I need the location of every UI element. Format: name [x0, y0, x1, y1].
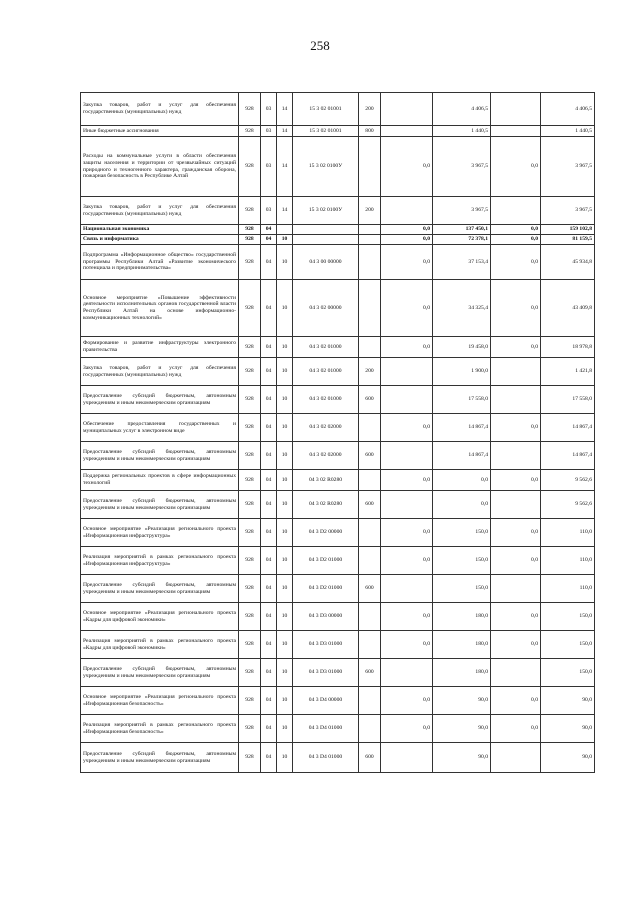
row-name-cell: Расходы на коммунальные услуги в области обеспечения защиты населения и территории от чрезвычайных ситуаций природного и техногенного характера, гражданская оборона, пожарная безопасность в Республике Алтай	[81, 137, 239, 197]
amount-col-4-cell: 1 440,5	[541, 126, 595, 137]
amount-col-3-cell	[491, 197, 541, 225]
subsection-code-cell: 10	[277, 491, 293, 519]
amount-col-2-cell: 1 900,0	[433, 358, 491, 386]
expense-type-cell	[359, 547, 381, 575]
row-name-cell: Предоставление субсидий бюджетным, автономным учреждениям и иным некоммерческим организациям	[81, 575, 239, 603]
section-code-cell: 04	[261, 687, 277, 715]
amount-col-3-cell: 0,0	[491, 470, 541, 491]
target-article-cell: 04 3 02 R0280	[293, 491, 359, 519]
table-row	[81, 414, 595, 442]
amount-col-1-cell	[381, 358, 433, 386]
target-article-cell: 15 3 02 0100У	[293, 137, 359, 197]
table-row	[81, 715, 595, 743]
amount-col-3-cell: 0,0	[491, 245, 541, 280]
expense-type-cell: 600	[359, 491, 381, 519]
table-row	[81, 470, 595, 491]
expense-type-cell: 200	[359, 197, 381, 225]
expense-type-cell: 600	[359, 442, 381, 470]
amount-col-3-cell: 0,0	[491, 280, 541, 337]
section-code-cell: 04	[261, 743, 277, 773]
target-article-cell: 04 3 02 00000	[293, 280, 359, 337]
table-row	[81, 386, 595, 414]
amount-col-2-cell: 90,0	[433, 743, 491, 773]
amount-col-3-cell	[491, 743, 541, 773]
table-row	[81, 519, 595, 547]
row-name-cell: Предоставление субсидий бюджетным, автономным учреждениям и иным некоммерческим организациям	[81, 442, 239, 470]
amount-col-2-cell: 14 867,4	[433, 442, 491, 470]
amount-col-3-cell: 0,0	[491, 687, 541, 715]
amount-col-1-cell: 0,0	[381, 245, 433, 280]
amount-col-2-cell: 90,0	[433, 687, 491, 715]
amount-col-2-cell: 34 325,4	[433, 280, 491, 337]
grbs-code-cell: 928	[239, 414, 261, 442]
target-article-cell	[293, 235, 359, 245]
amount-col-2-cell: 19 458,0	[433, 337, 491, 358]
amount-col-1-cell: 0,0	[381, 715, 433, 743]
grbs-code-cell: 928	[239, 337, 261, 358]
subsection-code-cell: 10	[277, 603, 293, 631]
section-code-cell: 04	[261, 280, 277, 337]
grbs-code-cell: 928	[239, 93, 261, 126]
target-article-cell: 04 3 D3 01000	[293, 659, 359, 687]
target-article-cell: 04 3 D2 01000	[293, 547, 359, 575]
subsection-code-cell: 10	[277, 280, 293, 337]
table-row	[81, 137, 595, 197]
subsection-code-cell: 10	[277, 547, 293, 575]
amount-col-4-cell: 90,0	[541, 743, 595, 773]
grbs-code-cell: 928	[239, 245, 261, 280]
amount-col-2-cell: 17 558,0	[433, 386, 491, 414]
section-code-cell: 04	[261, 358, 277, 386]
amount-col-2-cell: 150,0	[433, 519, 491, 547]
subsection-code-cell: 10	[277, 358, 293, 386]
row-name-cell: Основное мероприятие «Повышение эффективности деятельности исполнительных органов государственной власти Республики Алтай на основе информационно-коммуникационных технологий»	[81, 280, 239, 337]
expense-type-cell	[359, 687, 381, 715]
amount-col-1-cell: 0,0	[381, 235, 433, 245]
expense-type-cell	[359, 631, 381, 659]
expense-type-cell	[359, 414, 381, 442]
section-code-cell: 04	[261, 235, 277, 245]
section-code-cell: 04	[261, 386, 277, 414]
amount-col-4-cell: 17 558,0	[541, 386, 595, 414]
amount-col-4-cell: 1 421,8	[541, 358, 595, 386]
subsection-code-cell: 10	[277, 715, 293, 743]
subsection-code-cell: 14	[277, 93, 293, 126]
expense-type-cell	[359, 715, 381, 743]
section-code-cell: 04	[261, 491, 277, 519]
amount-col-1-cell: 0,0	[381, 603, 433, 631]
amount-col-3-cell: 0,0	[491, 519, 541, 547]
section-code-cell: 04	[261, 470, 277, 491]
row-name-cell: Обеспечение предоставления государственных и муниципальных услуг в электронном виде	[81, 414, 239, 442]
amount-col-1-cell: 0,0	[381, 519, 433, 547]
section-code-cell: 04	[261, 631, 277, 659]
section-code-cell: 03	[261, 137, 277, 197]
expense-type-cell	[359, 519, 381, 547]
amount-col-2-cell: 0,0	[433, 470, 491, 491]
subsection-code-cell: 10	[277, 519, 293, 547]
amount-col-1-cell: 0,0	[381, 470, 433, 491]
amount-col-1-cell: 0,0	[381, 414, 433, 442]
expense-type-cell	[359, 470, 381, 491]
amount-col-4-cell: 45 934,8	[541, 245, 595, 280]
amount-col-3-cell	[491, 358, 541, 386]
amount-col-4-cell: 110,0	[541, 547, 595, 575]
expense-type-cell: 200	[359, 93, 381, 126]
row-name-cell: Формирование и развитие инфраструктуры электронного правительства	[81, 337, 239, 358]
table-row	[81, 603, 595, 631]
amount-col-3-cell: 0,0	[491, 225, 541, 235]
amount-col-3-cell	[491, 659, 541, 687]
amount-col-1-cell	[381, 93, 433, 126]
subsection-code-cell: 14	[277, 197, 293, 225]
amount-col-1-cell: 0,0	[381, 631, 433, 659]
table-row	[81, 126, 595, 137]
amount-col-4-cell: 9 562,6	[541, 470, 595, 491]
expense-type-cell: 200	[359, 358, 381, 386]
row-name-cell: Реализация мероприятий в рамках регионального проекта «Информационная инфраструктура»	[81, 547, 239, 575]
grbs-code-cell: 928	[239, 603, 261, 631]
grbs-code-cell: 928	[239, 470, 261, 491]
grbs-code-cell: 928	[239, 197, 261, 225]
table-row	[81, 93, 595, 126]
amount-col-2-cell: 180,0	[433, 631, 491, 659]
row-name-cell: Закупка товаров, работ и услуг для обеспечения государственных (муниципальных) нужд	[81, 93, 239, 126]
amount-col-4-cell: 81 159,5	[541, 235, 595, 245]
target-article-cell: 04 3 D3 01000	[293, 631, 359, 659]
subsection-code-cell: 10	[277, 337, 293, 358]
amount-col-1-cell	[381, 491, 433, 519]
amount-col-1-cell	[381, 743, 433, 773]
amount-col-1-cell	[381, 197, 433, 225]
target-article-cell: 15 3 02 0100У	[293, 197, 359, 225]
amount-col-2-cell: 1 440,5	[433, 126, 491, 137]
target-article-cell: 04 3 D4 01000	[293, 743, 359, 773]
amount-col-4-cell: 159 102,8	[541, 225, 595, 235]
target-article-cell: 04 3 02 01000	[293, 386, 359, 414]
section-code-cell: 04	[261, 659, 277, 687]
table-row	[81, 337, 595, 358]
section-code-cell: 03	[261, 93, 277, 126]
row-name-cell: Реализация мероприятий в рамках регионального проекта «Кадры для цифровой экономики»	[81, 631, 239, 659]
amount-col-1-cell: 0,0	[381, 280, 433, 337]
row-name-cell: Предоставление субсидий бюджетным, автономным учреждениям и иным некоммерческим организациям	[81, 386, 239, 414]
row-name-cell: Основное мероприятие «Реализация регионального проекта «Кадры для цифровой экономики»	[81, 603, 239, 631]
row-name-cell: Предоставление субсидий бюджетным, автономным учреждениям и иным некоммерческим организациям	[81, 743, 239, 773]
amount-col-3-cell	[491, 491, 541, 519]
subsection-code-cell: 10	[277, 575, 293, 603]
grbs-code-cell: 928	[239, 386, 261, 414]
table-row	[81, 442, 595, 470]
amount-col-2-cell: 72 378,1	[433, 235, 491, 245]
expense-type-cell	[359, 337, 381, 358]
expense-type-cell	[359, 245, 381, 280]
target-article-cell: 04 3 02 01000	[293, 358, 359, 386]
subsection-code-cell: 10	[277, 743, 293, 773]
subsection-code-cell: 10	[277, 631, 293, 659]
target-article-cell	[293, 225, 359, 235]
section-code-cell: 04	[261, 715, 277, 743]
table-row	[81, 631, 595, 659]
target-article-cell: 04 3 00 00000	[293, 245, 359, 280]
page-number: 258	[310, 38, 330, 53]
section-code-cell: 03	[261, 197, 277, 225]
amount-col-1-cell	[381, 575, 433, 603]
amount-col-3-cell: 0,0	[491, 137, 541, 197]
amount-col-4-cell: 90,0	[541, 687, 595, 715]
amount-col-2-cell: 3 967,5	[433, 137, 491, 197]
subsection-code-cell: 14	[277, 137, 293, 197]
table-row	[81, 235, 595, 245]
grbs-code-cell: 928	[239, 280, 261, 337]
amount-col-4-cell: 150,0	[541, 659, 595, 687]
grbs-code-cell: 928	[239, 225, 261, 235]
amount-col-3-cell: 0,0	[491, 414, 541, 442]
amount-col-1-cell: 0,0	[381, 225, 433, 235]
amount-col-3-cell	[491, 575, 541, 603]
amount-col-2-cell: 37 153,4	[433, 245, 491, 280]
amount-col-3-cell: 0,0	[491, 715, 541, 743]
section-code-cell: 04	[261, 225, 277, 235]
row-name-cell: Связь и информатика	[81, 235, 239, 245]
target-article-cell: 04 3 D2 01000	[293, 575, 359, 603]
expense-type-cell: 600	[359, 386, 381, 414]
target-article-cell: 04 3 D2 00000	[293, 519, 359, 547]
grbs-code-cell: 928	[239, 631, 261, 659]
amount-col-1-cell: 0,0	[381, 687, 433, 715]
table-body	[81, 93, 595, 773]
table-row	[81, 280, 595, 337]
section-code-cell: 04	[261, 414, 277, 442]
target-article-cell: 04 3 02 R0280	[293, 470, 359, 491]
section-code-cell: 04	[261, 547, 277, 575]
grbs-code-cell: 928	[239, 491, 261, 519]
subsection-code-cell: 10	[277, 235, 293, 245]
amount-col-2-cell: 3 967,5	[433, 197, 491, 225]
row-name-cell: Подпрограмма «Информационное общество» государственной программы Республики Алтай «Развитие экономического потенциала и предпринимательства»	[81, 245, 239, 280]
section-code-cell: 04	[261, 575, 277, 603]
amount-col-2-cell: 180,0	[433, 659, 491, 687]
target-article-cell: 04 3 02 02000	[293, 442, 359, 470]
table-row	[81, 197, 595, 225]
row-name-cell: Закупка товаров, работ и услуг для обеспечения государственных (муниципальных) нужд	[81, 358, 239, 386]
section-code-cell: 04	[261, 337, 277, 358]
amount-col-4-cell: 150,0	[541, 603, 595, 631]
amount-col-4-cell: 43 409,8	[541, 280, 595, 337]
grbs-code-cell: 928	[239, 659, 261, 687]
amount-col-3-cell: 0,0	[491, 603, 541, 631]
grbs-code-cell: 928	[239, 715, 261, 743]
amount-col-1-cell	[381, 442, 433, 470]
expense-type-cell	[359, 235, 381, 245]
row-name-cell: Закупка товаров, работ и услуг для обеспечения государственных (муниципальных) нужд	[81, 197, 239, 225]
row-name-cell: Основное мероприятие «Реализация регионального проекта «Информационная безопасность»	[81, 687, 239, 715]
expense-type-cell	[359, 137, 381, 197]
section-code-cell: 04	[261, 245, 277, 280]
row-name-cell: Предоставление субсидий бюджетным, автономным учреждениям и иным некоммерческим организациям	[81, 491, 239, 519]
table-row	[81, 225, 595, 235]
amount-col-4-cell: 14 867,4	[541, 414, 595, 442]
budget-table	[80, 92, 595, 773]
target-article-cell: 04 3 02 02000	[293, 414, 359, 442]
amount-col-4-cell: 110,0	[541, 575, 595, 603]
table-row	[81, 659, 595, 687]
amount-col-3-cell: 0,0	[491, 235, 541, 245]
subsection-code-cell: 10	[277, 659, 293, 687]
grbs-code-cell: 928	[239, 743, 261, 773]
amount-col-3-cell: 0,0	[491, 631, 541, 659]
table-row	[81, 491, 595, 519]
row-name-cell: Поддержка региональных проектов в сфере информационных технологий	[81, 470, 239, 491]
subsection-code-cell: 10	[277, 414, 293, 442]
amount-col-3-cell	[491, 442, 541, 470]
amount-col-3-cell: 0,0	[491, 337, 541, 358]
table-row	[81, 575, 595, 603]
expense-type-cell: 600	[359, 743, 381, 773]
amount-col-1-cell	[381, 659, 433, 687]
target-article-cell: 04 3 D3 00000	[293, 603, 359, 631]
subsection-code-cell: 10	[277, 245, 293, 280]
target-article-cell: 04 3 D4 01000	[293, 715, 359, 743]
amount-col-4-cell: 14 867,4	[541, 442, 595, 470]
amount-col-2-cell: 180,0	[433, 603, 491, 631]
row-name-cell: Реализация мероприятий в рамках регионального проекта «Информационная безопасность»	[81, 715, 239, 743]
amount-col-1-cell	[381, 126, 433, 137]
amount-col-2-cell: 14 867,4	[433, 414, 491, 442]
grbs-code-cell: 928	[239, 358, 261, 386]
grbs-code-cell: 928	[239, 519, 261, 547]
amount-col-2-cell: 90,0	[433, 715, 491, 743]
amount-col-4-cell: 9 562,6	[541, 491, 595, 519]
amount-col-1-cell: 0,0	[381, 547, 433, 575]
amount-col-3-cell	[491, 126, 541, 137]
amount-col-1-cell: 0,0	[381, 337, 433, 358]
table-row	[81, 245, 595, 280]
section-code-cell: 04	[261, 442, 277, 470]
amount-col-4-cell: 150,0	[541, 631, 595, 659]
table-row	[81, 358, 595, 386]
grbs-code-cell: 928	[239, 126, 261, 137]
subsection-code-cell: 10	[277, 470, 293, 491]
expense-type-cell	[359, 603, 381, 631]
subsection-code-cell: 10	[277, 442, 293, 470]
grbs-code-cell: 928	[239, 442, 261, 470]
amount-col-3-cell	[491, 386, 541, 414]
amount-col-3-cell: 0,0	[491, 547, 541, 575]
target-article-cell: 04 3 D4 00000	[293, 687, 359, 715]
expense-type-cell: 600	[359, 575, 381, 603]
amount-col-4-cell: 4 406,5	[541, 93, 595, 126]
row-name-cell: Иные бюджетные ассигнования	[81, 126, 239, 137]
grbs-code-cell: 928	[239, 235, 261, 245]
expense-type-cell: 600	[359, 659, 381, 687]
subsection-code-cell	[277, 225, 293, 235]
row-name-cell: Основное мероприятие «Реализация регионального проекта «Информационная инфраструктура»	[81, 519, 239, 547]
table-row	[81, 547, 595, 575]
amount-col-4-cell: 3 967,5	[541, 197, 595, 225]
subsection-code-cell: 10	[277, 687, 293, 715]
amount-col-4-cell: 18 978,8	[541, 337, 595, 358]
section-code-cell: 04	[261, 603, 277, 631]
section-code-cell: 04	[261, 519, 277, 547]
amount-col-3-cell	[491, 93, 541, 126]
expense-type-cell: 800	[359, 126, 381, 137]
grbs-code-cell: 928	[239, 547, 261, 575]
grbs-code-cell: 928	[239, 137, 261, 197]
amount-col-2-cell: 150,0	[433, 575, 491, 603]
target-article-cell: 15 3 02 01001	[293, 126, 359, 137]
amount-col-2-cell: 137 450,1	[433, 225, 491, 235]
amount-col-2-cell: 0,0	[433, 491, 491, 519]
subsection-code-cell: 14	[277, 126, 293, 137]
row-name-cell: Национальная экономика	[81, 225, 239, 235]
amount-col-4-cell: 90,0	[541, 715, 595, 743]
amount-col-4-cell: 3 967,5	[541, 137, 595, 197]
section-code-cell: 03	[261, 126, 277, 137]
amount-col-2-cell: 150,0	[433, 547, 491, 575]
amount-col-1-cell: 0,0	[381, 137, 433, 197]
grbs-code-cell: 928	[239, 687, 261, 715]
table-row	[81, 687, 595, 715]
grbs-code-cell: 928	[239, 575, 261, 603]
amount-col-1-cell	[381, 386, 433, 414]
target-article-cell: 15 3 02 01001	[293, 93, 359, 126]
row-name-cell: Предоставление субсидий бюджетным, автономным учреждениям и иным некоммерческим организациям	[81, 659, 239, 687]
amount-col-4-cell: 110,0	[541, 519, 595, 547]
expense-type-cell	[359, 280, 381, 337]
table-row	[81, 743, 595, 773]
target-article-cell: 04 3 02 01000	[293, 337, 359, 358]
amount-col-2-cell: 4 406,5	[433, 93, 491, 126]
subsection-code-cell: 10	[277, 386, 293, 414]
expense-type-cell	[359, 225, 381, 235]
